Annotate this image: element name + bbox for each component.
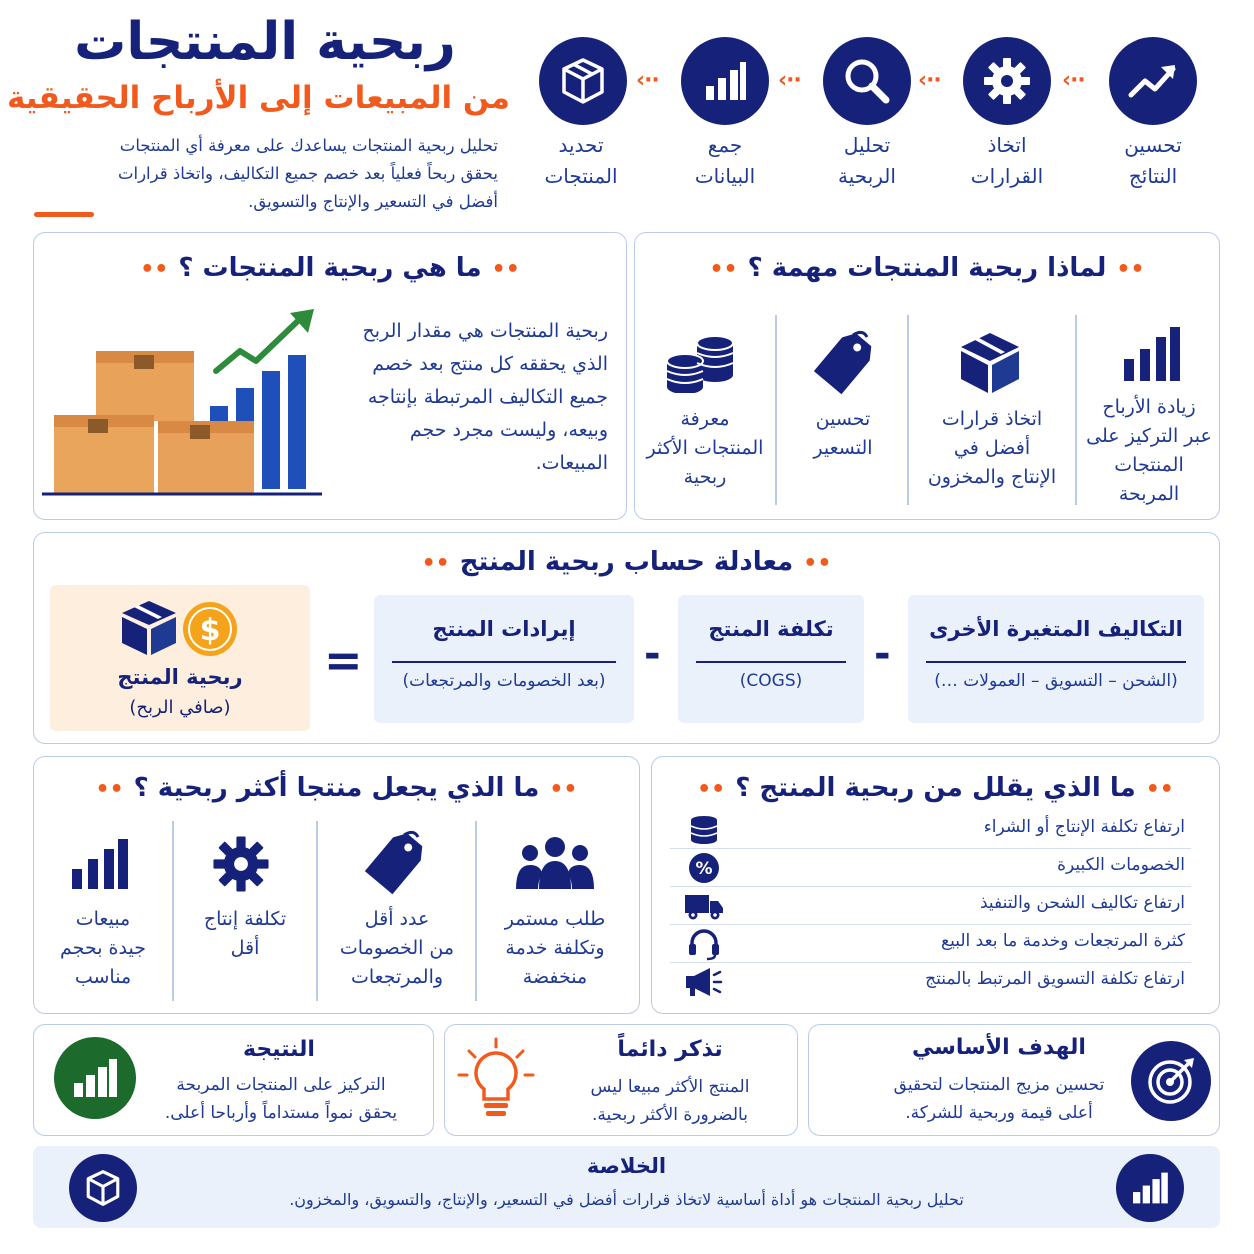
box-icon: [539, 37, 627, 125]
gear-icon: [210, 833, 272, 895]
result-box: [50, 585, 310, 731]
bar-chart-icon: [681, 37, 769, 125]
list-item: [670, 925, 1191, 963]
divider: [172, 821, 174, 1001]
cogs-sub: (COGS): [739, 671, 803, 691]
arrow-icon: ··›: [778, 68, 801, 93]
intro-line: أفضل في التسعير والإنتاج والتسويق.: [248, 192, 498, 211]
why-title: ••لماذا ربحية المنتجات مهمة ؟••: [709, 253, 1145, 283]
other-costs-box: [908, 595, 1204, 723]
goal-title: الهدف الأساسي: [912, 1035, 1086, 1060]
cogs-box: [678, 595, 864, 723]
result-sub: (صافي الربح): [129, 697, 231, 718]
step-label: جمع البيانات: [694, 133, 756, 188]
divider: [1075, 315, 1077, 505]
goal-text: تحسين مزيج المنتجات لتحقيق أعلى قيمة وربحية للشركة.: [893, 1075, 1105, 1123]
fraction-line: [926, 661, 1186, 663]
intro-line: يحقق ربحاً فعلياً بعد خصم جميع التكاليف، واتخاذ قرارات: [117, 164, 498, 183]
what-is-card: [33, 232, 627, 520]
divider: [316, 821, 318, 1001]
accent-underline: [34, 212, 94, 217]
step-label: تحديد المنتجات: [544, 133, 618, 188]
arrow-icon: ··›: [636, 68, 659, 93]
growth-chart-icon: [54, 1037, 136, 1119]
summary-text: تحليل ربحية المنتجات هو أداة أساسية لاتخاذ قرارات أفضل في التسعير، والإنتاج، والتسويق، والمخزون.: [289, 1190, 964, 1209]
lightbulb-icon: [457, 1037, 535, 1125]
truck-icon: [684, 890, 724, 922]
headset-icon: [684, 928, 724, 960]
what-is-title: ••ما هي ربحية المنتجات ؟••: [140, 253, 520, 283]
svg-text:$: $: [199, 613, 221, 648]
list-item: [670, 811, 1191, 849]
percent-icon: [684, 852, 724, 884]
intro-line: تحليل ربحية المنتجات يساعدك على معرفة أي المنتجات: [119, 136, 498, 155]
remember-text: المنتج الأكثر مبيعا ليس بالضرورة الأكثر ربحية.: [590, 1077, 750, 1125]
price-tag-icon: [813, 329, 877, 395]
increases-item-text: عدد أقل من الخصومات والمرتجعات: [339, 908, 455, 988]
box-icon: [116, 597, 182, 657]
what-is-text: ربحية المنتجات هي مقدار الربح الذي يحققه كل منتج بعد خصم جميع التكاليف المرتبطة بإنتاجه وبيعه، وليست مجرد حجم المبيعات.: [362, 320, 608, 474]
why-item-text: معرفة المنتجات الأكثر ربحية: [646, 408, 764, 488]
equation-card: [33, 532, 1220, 744]
remember-card: [444, 1024, 798, 1136]
list-item: [670, 963, 1191, 1001]
equation-title: ••معادلة حساب ربحية المنتج••: [421, 547, 832, 577]
gear-icon: [963, 37, 1051, 125]
step-label: تحسين النتائج: [1124, 133, 1182, 188]
arrow-icon: ··›: [1062, 68, 1085, 93]
reduces-card: [651, 756, 1220, 1014]
people-icon: [514, 835, 596, 891]
revenue-title: إيرادات المنتج: [432, 617, 576, 641]
fraction-line: [392, 661, 616, 663]
why-item-text: زيادة الأرباح عبر التركيز على المنتجات المربحة: [1086, 396, 1212, 505]
summary-card: [33, 1146, 1220, 1228]
coins-icon: [684, 814, 724, 846]
increases-item-text: تكلفة إنتاج أقل: [203, 908, 287, 959]
bar-chart-icon: [1120, 325, 1184, 383]
divider: [907, 315, 909, 505]
goal-card: [808, 1024, 1220, 1136]
dollar-coin-icon: [180, 599, 240, 659]
why-card: [634, 232, 1220, 520]
page-title: ربحية المنتجات: [74, 12, 456, 72]
step-label: اتخاذ القرارات: [970, 133, 1044, 188]
result-text: التركيز على المنتجات المربحة يحقق نمواً مستداماً وأرباحا أعلى.: [164, 1075, 398, 1123]
megaphone-icon: [684, 966, 724, 998]
result-card: [33, 1024, 434, 1136]
list-item: [670, 887, 1191, 925]
page-subtitle: من المبيعات إلى الأرباح الحقيقية: [6, 80, 510, 116]
increases-card: [33, 756, 640, 1014]
bar-chart-icon: [1116, 1154, 1184, 1222]
reduces-item-text: ارتفاع تكاليف الشحن والتنفيذ: [979, 893, 1185, 913]
trend-up-icon: [1109, 37, 1197, 125]
minus-sign: -: [874, 631, 891, 677]
summary-title: الخلاصة: [586, 1154, 667, 1178]
intro-text: [40, 132, 498, 216]
box-icon: [957, 329, 1023, 395]
cogs-title: تكلفة المنتج: [708, 617, 834, 641]
step-label: تحليل الربحية: [838, 133, 896, 188]
revenue-box: [374, 595, 634, 723]
divider: [775, 315, 777, 505]
divider: [475, 821, 477, 1001]
coins-icon: [665, 331, 737, 393]
price-tag-icon: [364, 829, 428, 895]
minus-sign: -: [644, 631, 661, 677]
remember-title: تذكر دائماً: [617, 1037, 723, 1062]
increases-title: ••ما الذي يجعل منتجا أكثر ربحية ؟••: [95, 773, 578, 803]
svg-text:%: %: [695, 859, 713, 879]
reduces-item-text: كثرة المرتجعات وخدمة ما بعد البيع: [941, 931, 1185, 951]
other-costs-sub: (الشحن – التسويق – العمولات …): [934, 671, 1178, 691]
reduces-title: ••ما الذي يقلل من ربحية المنتج ؟••: [697, 773, 1174, 803]
increases-item-text: طلب مستمر وتكلفة خدمة منخفضة: [504, 908, 606, 988]
result-title: ربحية المنتج: [117, 665, 243, 689]
bar-chart-icon: [70, 837, 130, 891]
increases-item-text: مبيعات جيدة بحجم مناسب: [60, 908, 146, 988]
equals-sign: =: [324, 633, 363, 687]
list-item: [670, 849, 1191, 887]
why-item-text: اتخاذ قرارات أفضل في الإنتاج والمخزون: [927, 408, 1057, 488]
reduces-item-text: ارتفاع تكلفة التسويق المرتبط بالمنتج: [925, 969, 1185, 989]
other-costs-title: التكاليف المتغيرة الأخرى: [929, 617, 1183, 641]
why-item-text: تحسين التسعير: [813, 408, 873, 459]
reduces-item-text: الخصومات الكبيرة: [1057, 855, 1185, 875]
arrow-icon: ··›: [918, 68, 941, 93]
reduces-item-text: ارتفاع تكلفة الإنتاج أو الشراء: [983, 817, 1185, 837]
search-icon: [823, 37, 911, 125]
fraction-line: [696, 661, 846, 663]
result-title: النتيجة: [243, 1037, 315, 1062]
target-icon: [1131, 1041, 1211, 1121]
boxes-growth-illustration: [40, 303, 330, 503]
revenue-sub: (بعد الخصومات والمرتجعات): [402, 671, 606, 691]
